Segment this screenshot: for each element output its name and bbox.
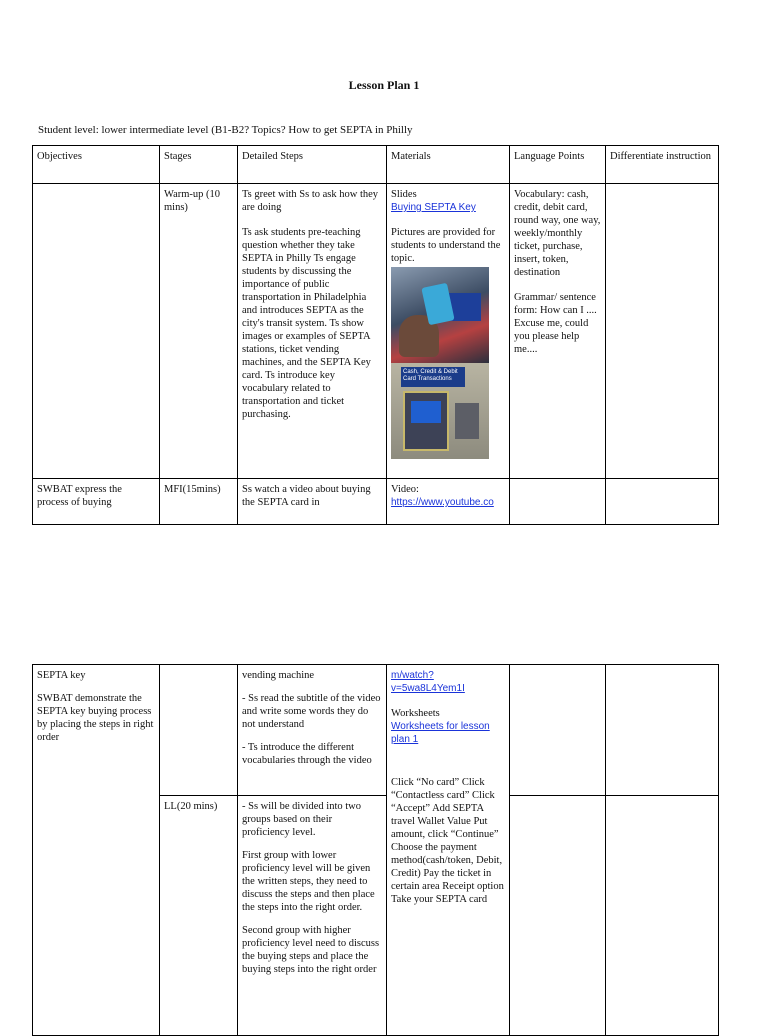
septa-machine-photo [391, 267, 489, 459]
cell-objectives [33, 184, 160, 479]
cell-stage-warmup: Warm-up (10 mins) [160, 184, 238, 479]
objective-demonstrate: SWBAT demonstrate the SEPTA key buying process by placing the steps in right order [37, 693, 154, 743]
steps-greeting: Ts greet with Ss to ask how they are doing [242, 189, 379, 213]
language-grammar: Grammar/ sentence form: How can I .... Excuse me, could you please help me.... [514, 292, 597, 355]
steps-second-group: Second group with higher proficiency level need to discuss the buying steps and place the buying steps into the right order [242, 925, 380, 975]
objective-septa-key: SEPTA key [37, 670, 86, 681]
header-stages: Stages [160, 146, 238, 184]
cell-steps-ll [238, 796, 387, 1036]
language-vocabulary: Vocabulary: cash, credit, debit card, round way, one way, weekly/monthly ticket, purchase, insert, token, destination [514, 189, 601, 278]
materials-video-label: Video: [391, 484, 419, 495]
photo-sign-text: Cash, Credit & Debit Card Transactions [401, 367, 465, 387]
cell-stage-ll: LL(20 mins) [160, 796, 238, 1036]
header-materials: Materials [387, 146, 510, 184]
cell-stage-mfi: MFI(15mins) [160, 479, 238, 525]
table-row-mfi-continued [33, 665, 719, 796]
materials-pictures-note: Pictures are provided for students to understand the topic. [391, 227, 501, 264]
youtube-link[interactable]: https://www.youtube.co [391, 497, 494, 508]
cell-language-points-continued [510, 665, 606, 796]
worksheets-link[interactable]: Worksheets for lesson plan 1 [391, 721, 490, 745]
youtube-link-continued[interactable]: m/watch?v=5wa8L4Yem1I [391, 670, 465, 694]
cell-steps-continued [238, 665, 387, 796]
cell-language-points-mfi [510, 479, 606, 525]
header-row [33, 146, 719, 184]
cell-differentiate-continued [606, 665, 719, 796]
steps-read-subtitle: - Ss read the subtitle of the video and write some words they do not understand [242, 693, 381, 730]
cell-materials-warmup [387, 184, 510, 479]
cell-objectives-continued [33, 665, 160, 1036]
cell-steps-warmup [238, 184, 387, 479]
lesson-plan-table-page1 [32, 145, 719, 525]
header-language-points: Language Points [510, 146, 606, 184]
cell-objectives-mfi: SWBAT express the process of buying [33, 479, 160, 525]
lesson-plan-title: Lesson Plan 1 [348, 78, 420, 92]
materials-buying-steps: Click “No card” Click “Contactless card” Click “Accept” Add SEPTA travel Wallet Value Put amount, click “Continue” Choose the payment method(cash/token, Debit, Credit) Pay the ticket in certain area Receipt option Take your SEPTA card [391, 777, 504, 905]
cell-stage-continued [160, 665, 238, 796]
buying-septa-key-link[interactable]: Buying SEPTA Key [391, 202, 476, 213]
steps-introduce-vocab: - Ts introduce the different vocabularies through the video [242, 742, 372, 766]
lesson-plan-table-page2 [32, 664, 719, 1036]
cell-language-points-warmup [510, 184, 606, 479]
cell-differentiate-ll [606, 796, 719, 1036]
steps-first-group: First group with lower proficiency level will be given the written steps, they need to discuss the steps and then place the steps into the right order. [242, 850, 375, 913]
cell-materials-mfi [387, 479, 510, 525]
steps-vending-machine: vending machine [242, 670, 315, 681]
cell-differentiate-warmup [606, 184, 719, 479]
cell-differentiate-mfi [606, 479, 719, 525]
header-objectives: Objectives [33, 146, 160, 184]
steps-warmup-details: Ts ask students pre-teaching question whether they take SEPTA in Philly Ts engage students by discussing the importance of public transportation in Philadelphia and introduces SEPTA as the city's transit system. Ts show images or examples of SEPTA stations, ticket vending machines, and the SEPTA Key card. Ts introduce key vocabulary related to transportation and ticket purchasing. [242, 227, 371, 420]
cell-language-points-ll [510, 796, 606, 1036]
steps-divide-groups: - Ss will be divided into two groups based on their proficiency level. [242, 801, 361, 838]
cell-steps-mfi: Ss watch a video about buying the SEPTA card in [238, 479, 387, 525]
table-row-warmup [33, 184, 719, 479]
materials-slides-label: Slides [391, 189, 417, 200]
header-detailed-steps: Detailed Steps [238, 146, 387, 184]
cell-materials-continued [387, 665, 510, 1036]
header-differentiate: Differentiate instruction [606, 146, 719, 184]
table-row-mfi [33, 479, 719, 525]
materials-worksheets-label: Worksheets [391, 708, 440, 719]
student-level-line: Student level: lower intermediate level (B1-B2? Topics? How to get SEPTA in Philly [38, 124, 413, 136]
